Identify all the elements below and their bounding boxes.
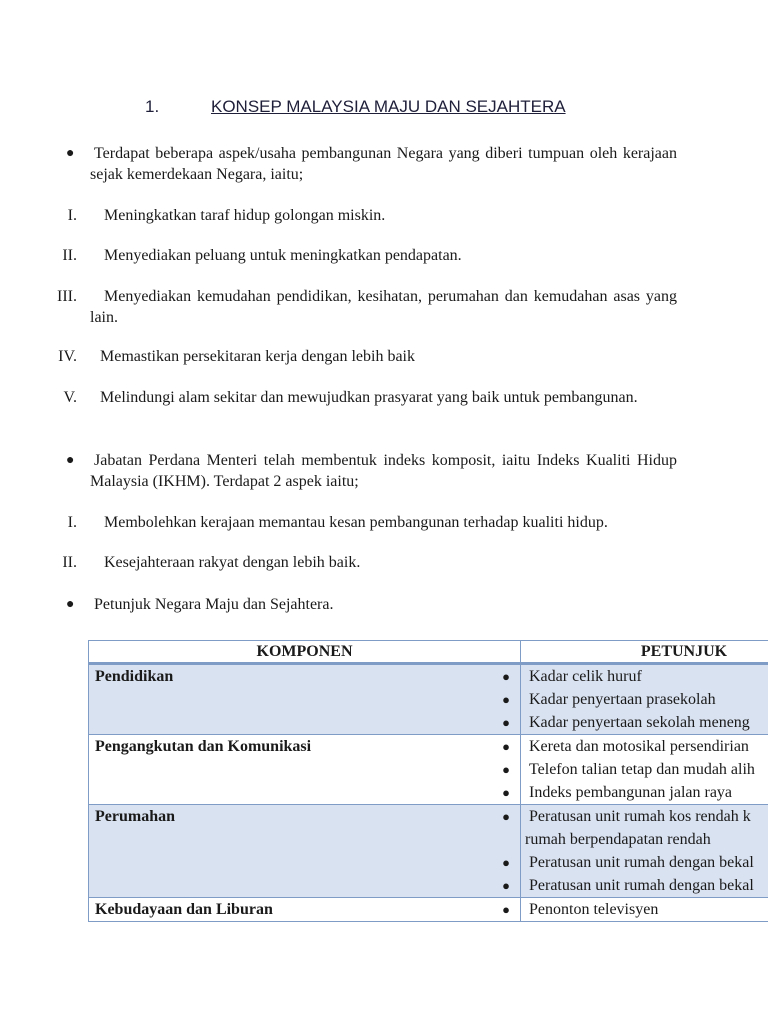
component-cell: Kebudayaan dan Liburan ● [89,898,521,922]
aspect-number: I. [67,207,77,224]
indicator-cell: Kadar celik huruf Kadar penyertaan prasekolah Kadar penyertaan sekolah meneng [521,664,768,735]
bullet-icon: ● [502,902,510,917]
bullet-icon: ● [66,453,75,468]
table-row [89,805,768,898]
table-bullet-text: Petunjuk Negara Maju dan Sejahtera. [94,596,334,613]
bullet-icon: ● ● ● [502,739,510,800]
ikhm-aspect-number: I. [67,514,77,531]
aspect-text: Meningkatkan taraf hidup golongan miskin. [104,207,386,224]
table-header-row [89,641,768,664]
component-cell: Pendidikan ● ● ● [89,664,521,735]
intro-bullet-text: Terdapat beberapa aspek/usaha pembangunan Negara yang diberi tumpuan oleh kerajaan sejak kemerdekaan Negara, iaitu; [90,145,677,183]
table-header-petunjuk: PETUNJUK [521,641,768,664]
indicator-cell: Kereta dan motosikal persendirian Telefon talian tetap dan mudah alih Indeks pembangunan jalan raya [521,735,768,805]
aspect-number: III. [57,288,77,305]
indicator-table [88,640,768,922]
component-cell: Perumahan ● ● ● [89,805,521,898]
indicator-cell: Penonton televisyen [521,898,768,922]
aspect-number: V. [63,389,77,406]
aspect-text: Menyediakan kemudahan pendidikan, kesihatan, perumahan dan kemudahan asas yang lain. [90,288,677,326]
indicator-cell: Peratusan unit rumah kos rendah k rumah berpendapatan rendah Peratusan unit rumah dengan bekal Peratusan unit rumah dengan bekal [521,805,768,898]
section-heading [145,97,566,117]
table-row [89,898,768,922]
ikhm-aspect-number: II. [62,554,77,571]
ikhm-bullet-text: Jabatan Perdana Menteri telah membentuk indeks komposit, iaitu Indeks Kualiti Hidup Malaysia (IKHM). Terdapat 2 aspek iaitu; [90,452,677,490]
aspect-text: Menyediakan peluang untuk meningkatkan pendapatan. [104,247,462,264]
ikhm-aspect-text: Membolehkan kerajaan memantau kesan pembangunan terhadap kualiti hidup. [104,514,608,531]
table-header-komponen: KOMPONEN [89,641,521,664]
bullet-icon: ● [66,597,75,612]
ikhm-aspect-text: Kesejahteraan rakyat dengan lebih baik. [104,554,361,571]
bullet-icon: ● ● ● [502,669,510,730]
bullet-icon: ● ● ● [502,809,510,893]
table-row [89,735,768,805]
table-row [89,664,768,735]
aspect-number: IV. [58,348,77,365]
aspect-number: II. [62,247,77,264]
bullet-icon: ● [66,146,75,161]
section-number: 1. [145,97,160,116]
section-title: KONSEP MALAYSIA MAJU DAN SEJAHTERA [211,97,566,116]
aspect-text: Memastikan persekitaran kerja dengan lebih baik [100,348,415,365]
aspect-text: Melindungi alam sekitar dan mewujudkan prasyarat yang baik untuk pembangunan. [100,389,638,406]
component-cell: Pengangkutan dan Komunikasi ● ● ● [89,735,521,805]
